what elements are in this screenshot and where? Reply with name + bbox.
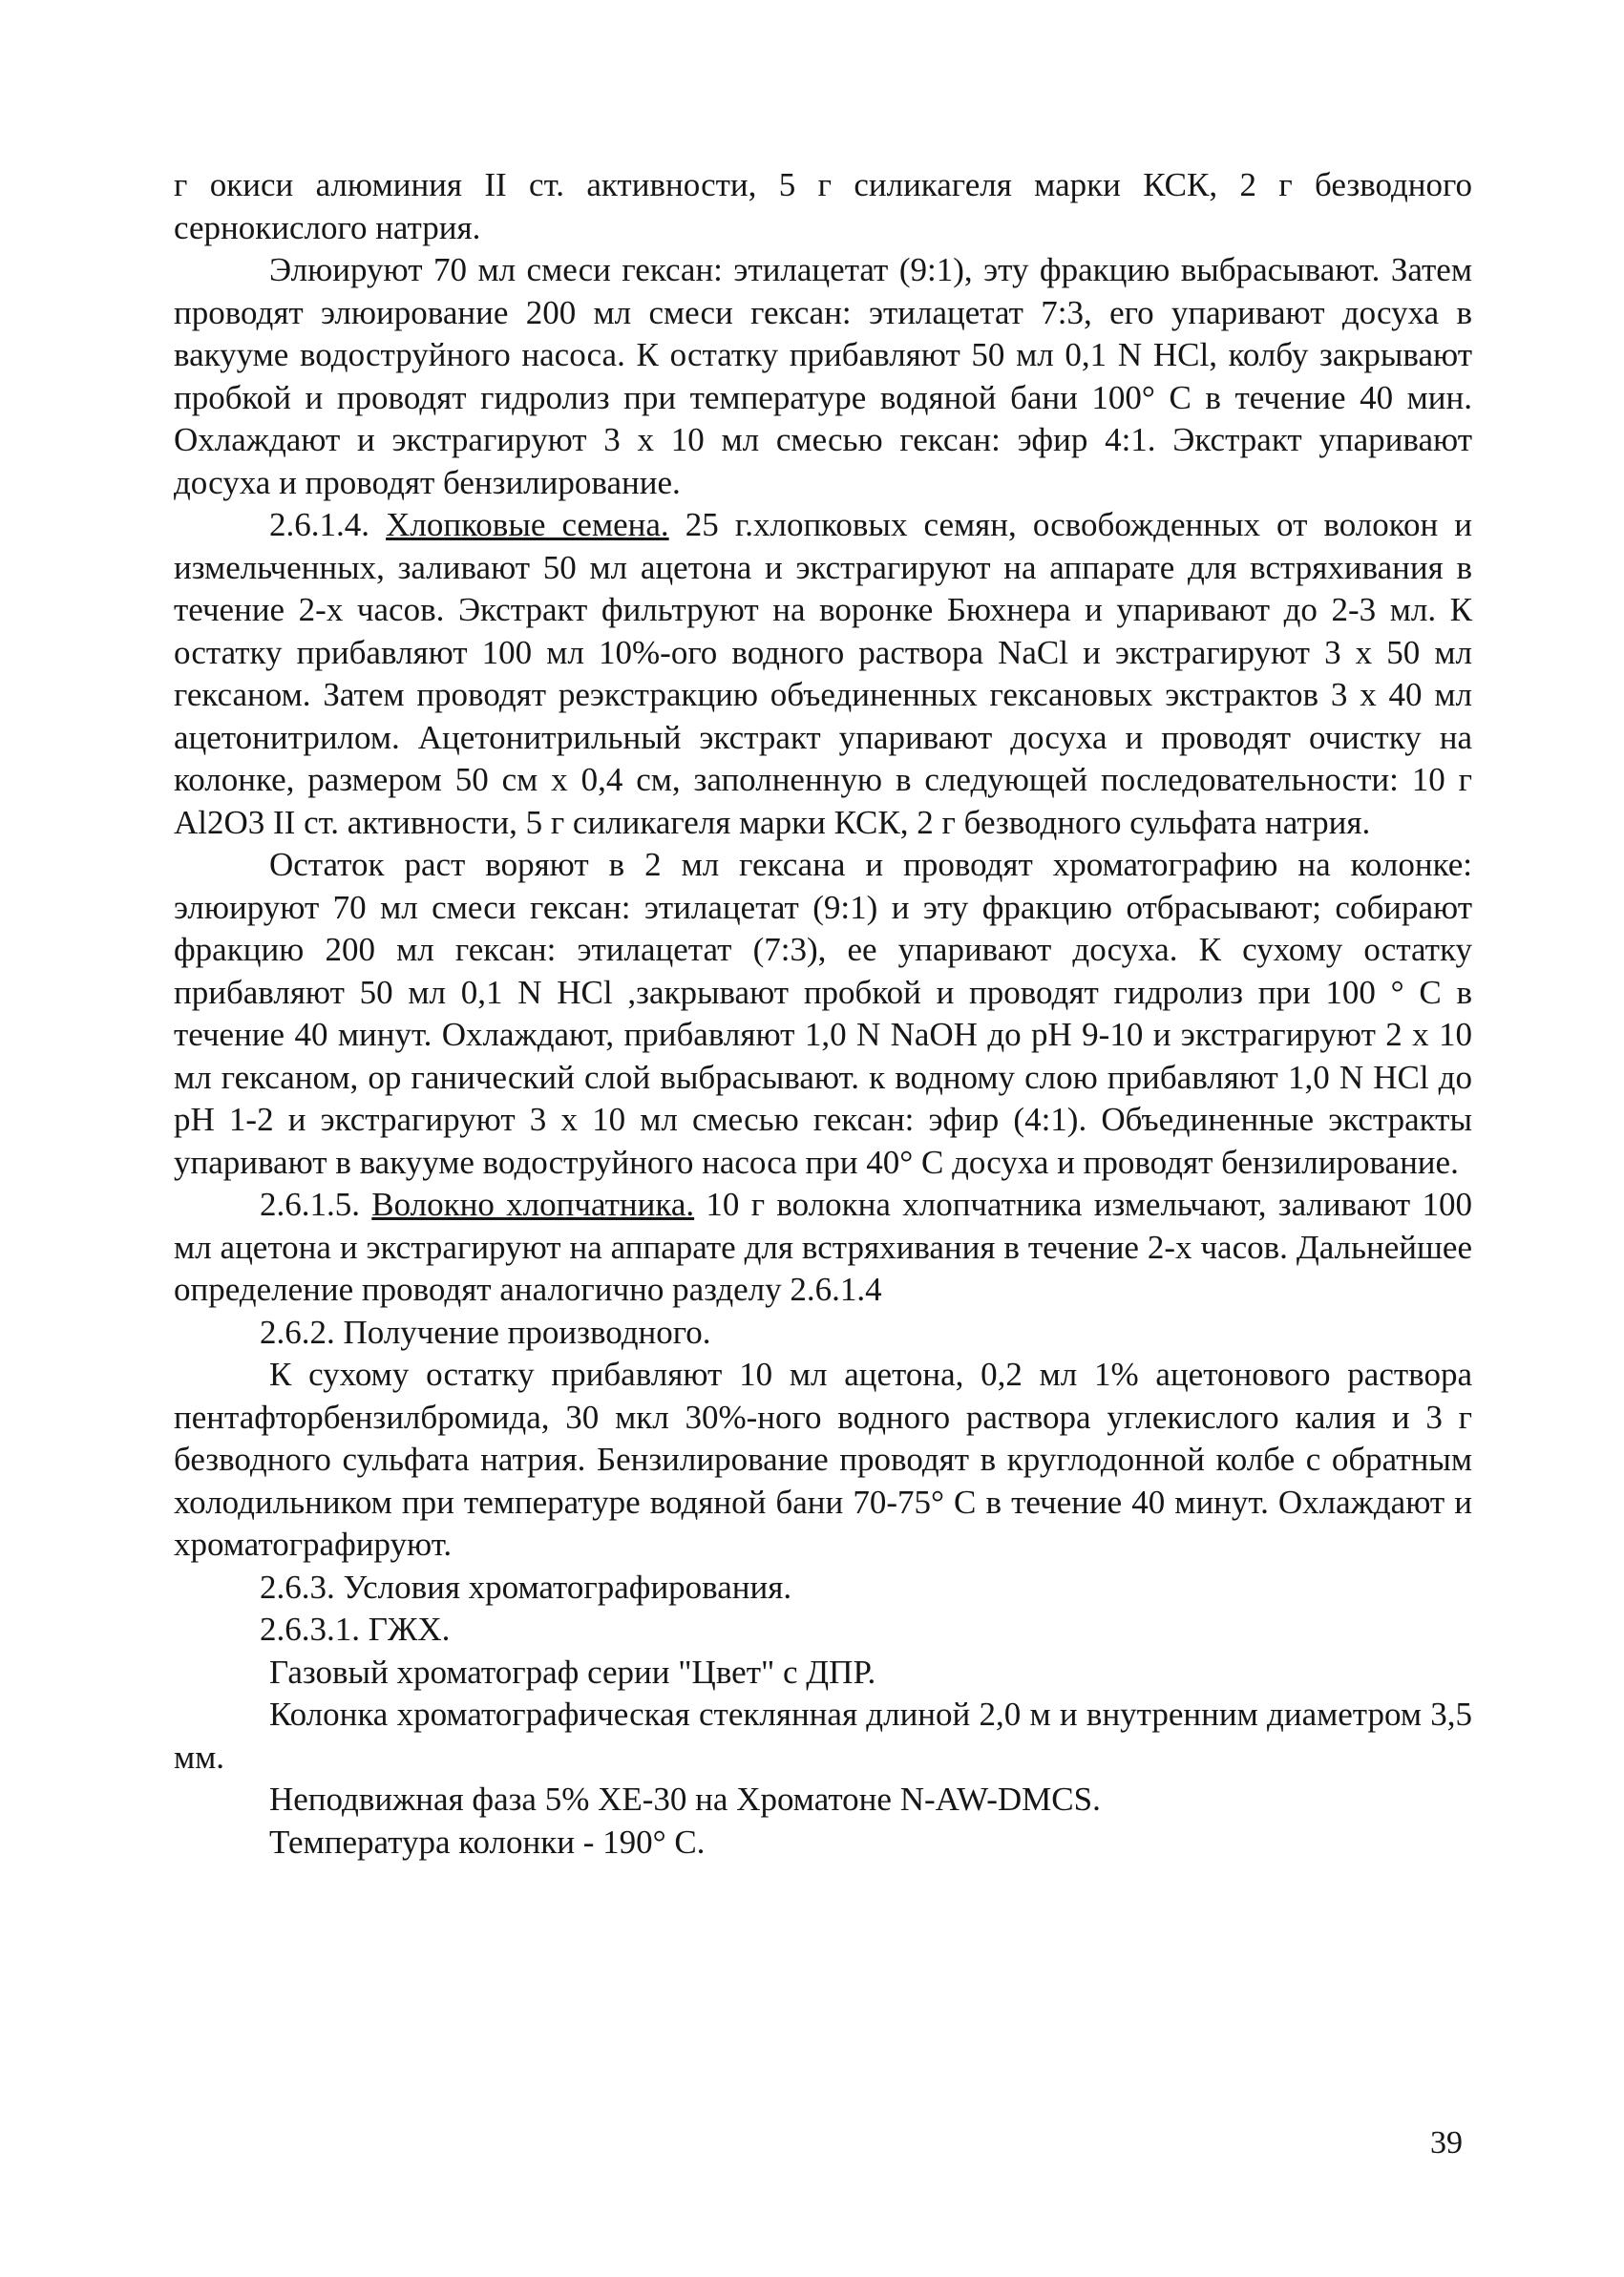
- paragraph-residue: [174, 844, 1472, 1184]
- page-number: 39: [1430, 2125, 1463, 2161]
- section-title: Хлопковые семена.: [386, 506, 669, 543]
- paragraph-elution: [174, 249, 1472, 504]
- section-text: 25 г.хлопковых семян, освобожденных от волокон и измельченных, заливают 50 мл ацетона и экстрагируют на аппарате для встряхивания в течение 2-х часов. Экстракт фильтруют на воронке Бюхнера и упаривают до 2-3 мл. К остатку прибавляют 100 мл 10%-ого водного раствора NaCl и экстрагируют 3 x 50 мл гексаном. Затем проводят реэкстракцию объединенных гексановых экстрактов 3 x 40 мл ацетонитрилом. Ацетонитрильный экстракт упаривают досуха и проводят очистку на колонке, размером 50 см x 0,4 см, заполненную в следующей последовательности: 10 г Al2O3 II ст. активности, 5 г силикагеля марки КСК, 2 г безводного сульфата натрия.: [174, 506, 1473, 841]
- section-2-6-1-4: [174, 504, 1472, 844]
- heading-text: 2.6.2. Получение производного.: [260, 1313, 711, 1351]
- paragraph-chromatograph: [174, 1652, 1472, 1695]
- heading-text: 2.6.3. Условия хроматографирования.: [260, 1568, 792, 1606]
- paragraph-derivatization: [174, 1354, 1472, 1567]
- paragraph-text: Элюируют 70 мл смеси гексан: этилацетат (9:1), эту фракцию выбрасывают. Затем проводят элюирование 200 мл смеси гексан: этилацетат 7:3, его упаривают досуха в вакууме водоструйного насоса. К остатку прибавляют 50 мл 0,1 N HCl, колбу закрывают пробкой и проводят гидролиз при температуре водяной бани 100° С в течение 40 мин. Охлаждают и экстрагируют 3 x 10 мл смесью гексан: эфир 4:1. Экстракт упаривают досуха и проводят бензилирование.: [174, 251, 1472, 501]
- paragraph-text: г окиси алюминия II ст. активности, 5 г силикагеля марки КСК, 2 г безводного сернокислого натрия.: [174, 166, 1472, 246]
- section-2-6-1-5: [174, 1184, 1472, 1312]
- heading-text: 2.6.3.1. ГЖХ.: [260, 1611, 451, 1648]
- section-number: 2.6.1.4.: [269, 506, 369, 543]
- paragraph-reagents-continued: [174, 164, 1472, 249]
- heading-2-6-3: [174, 1567, 1472, 1610]
- paragraph-column-temperature: [174, 1822, 1472, 1865]
- paragraph-stationary-phase: [174, 1779, 1472, 1822]
- paragraph-text: Остаток раст воряют в 2 мл гексана и проводят хроматографию на колонке: элюируют 70 мл смеси гексан: этилацетат (9:1) и эту фракцию отбрасывают; собирают фракцию 200 мл гексан: этилацетат (7:3), ее упаривают досуха. К сухому остатку прибавляют 50 мл 0,1 N HCl ,закрывают пробкой и проводят гидролиз при 100 ° С в течение 40 минут. Охлаждают, прибавляют 1,0 N NaOH до pH 9-10 и экстрагируют 2 x 10 мл гексаном, ор ганический слой выбрасывают. к водному слою прибавляют 1,0 N HCl до pH 1-2 и экстрагируют 3 x 10 мл смесью гексан: эфир (4:1). Объединенные экстракты упаривают в вакууме водоструйного насоса при 40° С досуха и проводят бензилирование.: [174, 846, 1472, 1181]
- section-title: Волокно хлопчатника.: [371, 1186, 695, 1223]
- heading-2-6-2: [174, 1312, 1472, 1355]
- paragraph-column: [174, 1694, 1472, 1779]
- section-text: 10 г волокна хлопчатника измельчают, заливают 100 мл ацетона и экстрагируют на аппарате для встряхивания в течение 2-х часов. Дальнейшее определение проводят аналогично разделу 2.6.1.4: [174, 1186, 1472, 1308]
- paragraph-text: Газовый хроматограф серии "Цвет" с ДПР.: [269, 1653, 876, 1691]
- body-text: [174, 164, 1472, 1864]
- paragraph-text: Неподвижная фаза 5% XE-30 на Хроматоне N-AW-DMCS.: [269, 1781, 1101, 1818]
- paragraph-text: Колонка хроматографическая стеклянная длиной 2,0 м и внутренним диаметром 3,5 мм.: [174, 1696, 1472, 1776]
- paragraph-text: Температура колонки - 190° С.: [269, 1823, 706, 1861]
- paragraph-text: К сухому остатку прибавляют 10 мл ацетона, 0,2 мл 1% ацетонового раствора пентафторбензилбромида, 30 мкл 30%-ного водного раствора углекислого калия и 3 г безводного сульфата натрия. Бензилирование проводят в круглодонной колбе с обратным холодильником при температуре водяной бани 70-75° С в течение 40 минут. Охлаждают и хроматографируют.: [174, 1356, 1472, 1563]
- heading-2-6-3-1: [174, 1609, 1472, 1652]
- section-number: 2.6.1.5.: [260, 1186, 360, 1223]
